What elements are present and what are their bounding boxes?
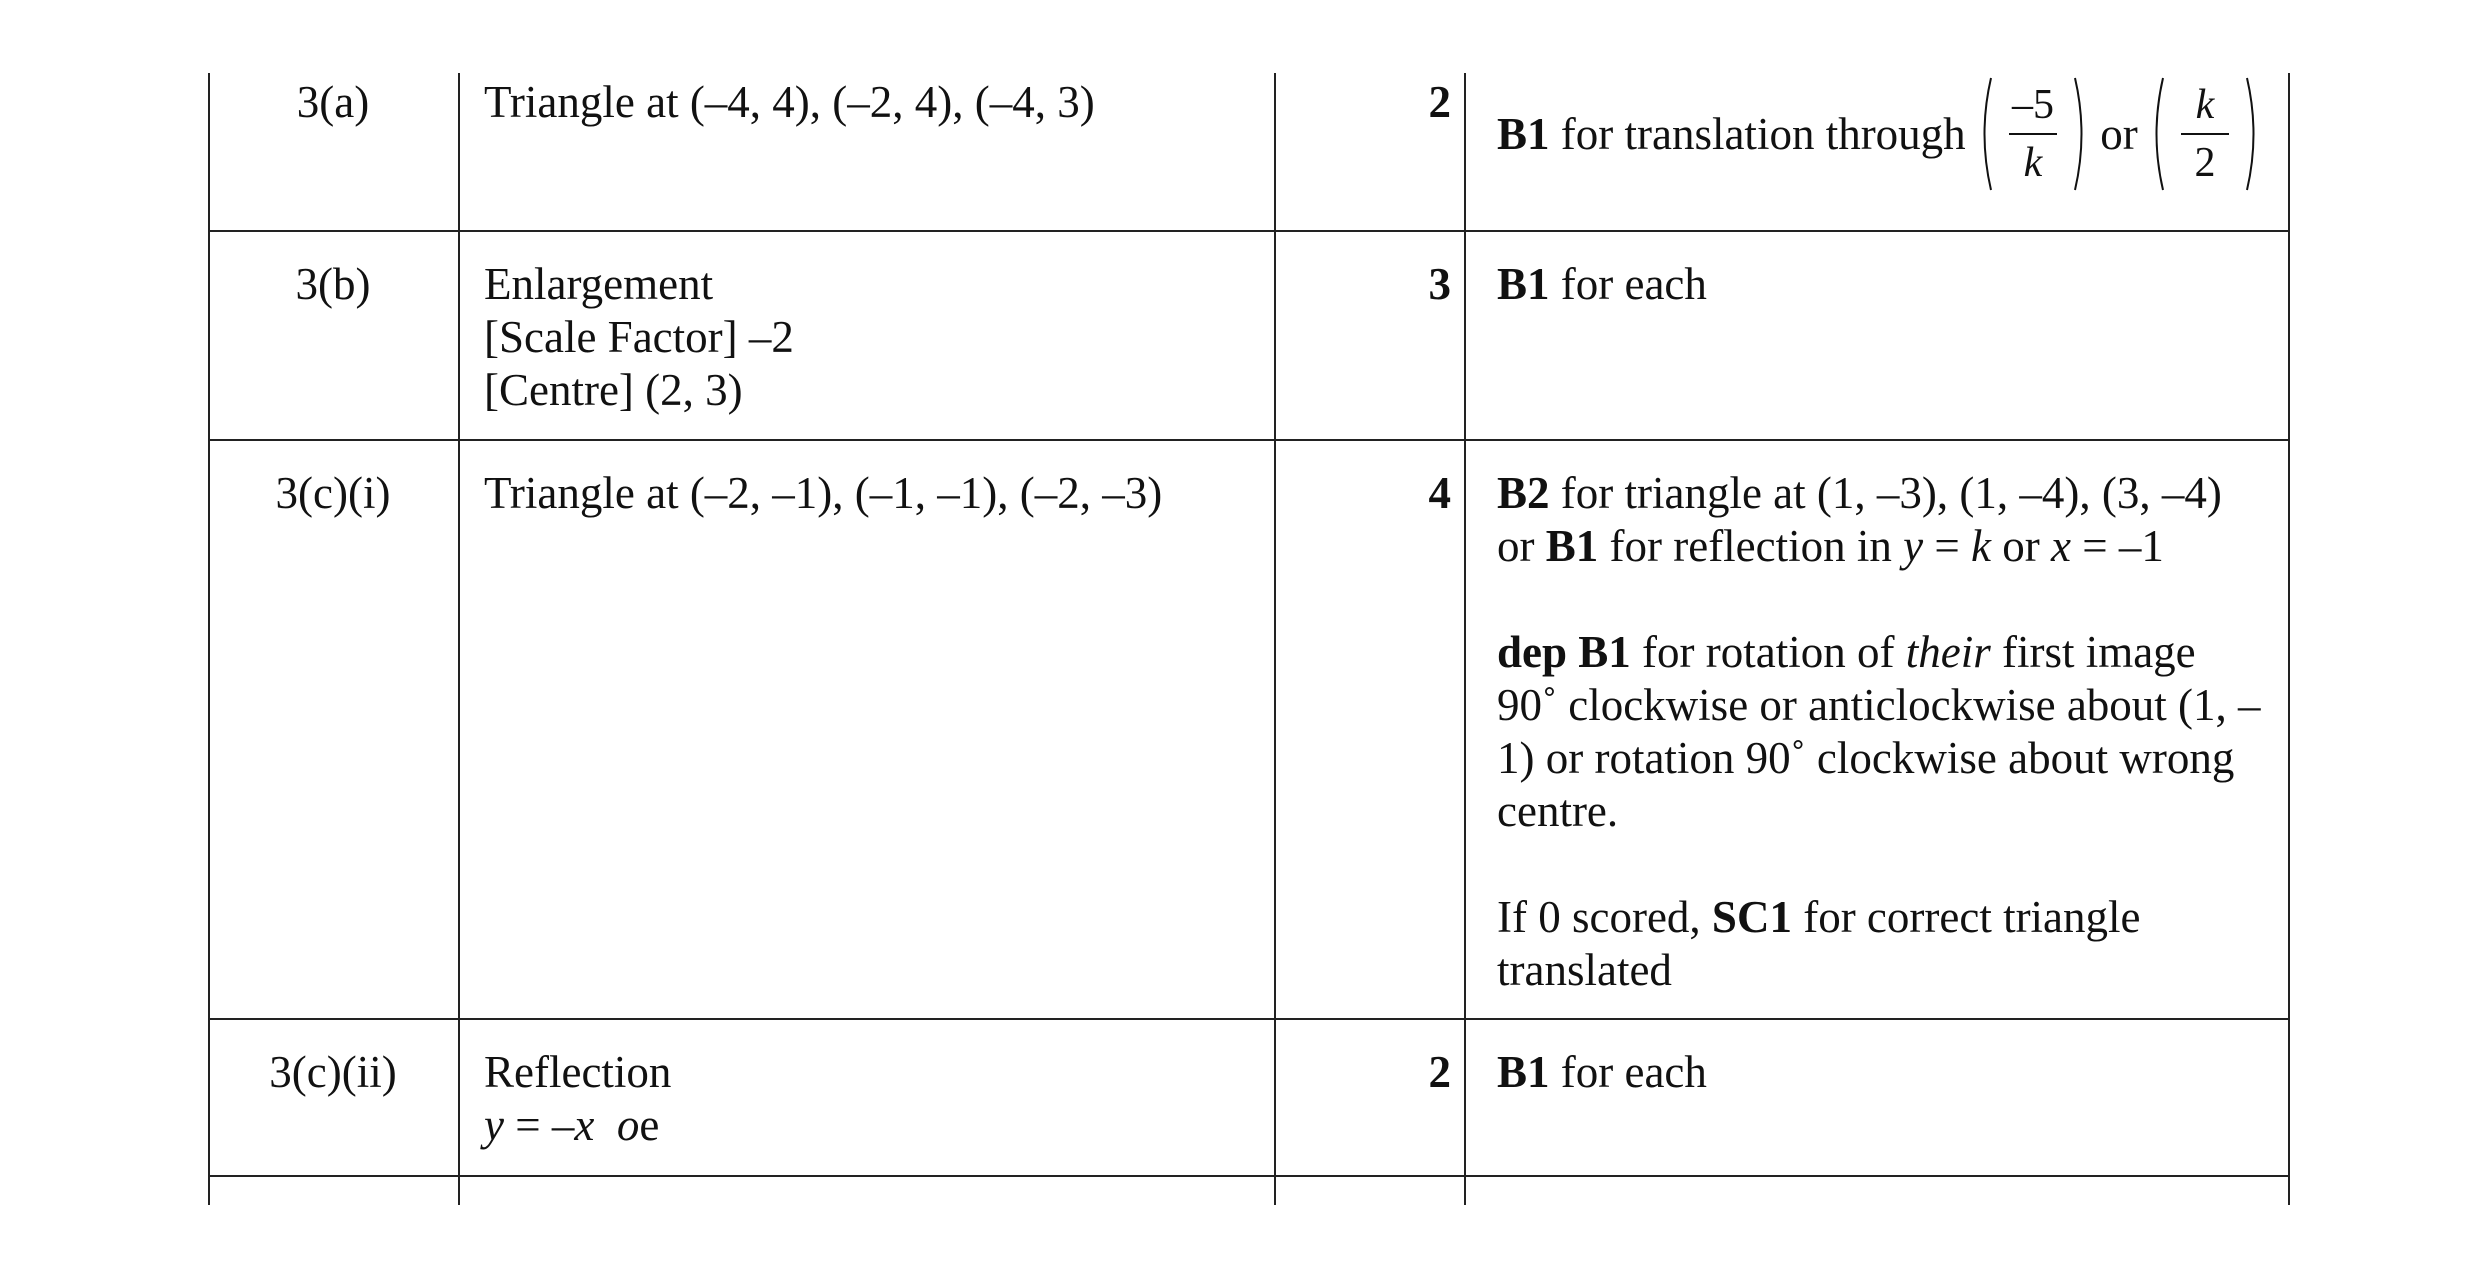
question-number: 3(a) [296, 77, 370, 127]
mark-cell: 4 [1428, 468, 1451, 518]
guidance-line [1497, 74, 2277, 194]
guidance-text: = –1 [2070, 521, 2164, 571]
mark-cell: 2 [1428, 1047, 1451, 1097]
guidance-cell [1497, 467, 2277, 997]
guidance-text: for translation through [1549, 108, 1966, 159]
answer-cell [484, 258, 1274, 417]
guidance-line: translated [1497, 945, 1672, 995]
mark-code: B2 [1497, 468, 1550, 518]
left-paren-icon [1976, 75, 1994, 193]
vector-top: k [2195, 82, 2215, 128]
math-variable: y [484, 1100, 504, 1150]
question-number: 3(c)(ii) [269, 1047, 397, 1097]
row-divider-3 [208, 1018, 2290, 1020]
answer-line [484, 1099, 1274, 1152]
mark-cell: 3 [1428, 259, 1451, 309]
answer-line: [Scale Factor] –2 [484, 312, 794, 362]
row-divider-4 [208, 1175, 2290, 1177]
mark-code: dep B1 [1497, 627, 1631, 677]
oe-abbrev: e [639, 1100, 660, 1150]
guidance-line: 90˚ clockwise or anticlockwise about (1, – [1497, 680, 2261, 730]
guidance-text: for correct triangle [1791, 892, 2141, 942]
spacer [1497, 573, 2277, 626]
guidance-cell [1497, 1046, 2277, 1099]
answer-line: Triangle at (–4, 4), (–2, 4), (–4, 3) [484, 77, 1095, 127]
mark-cell: 2 [1428, 77, 1451, 127]
answer-line: [Centre] (2, 3) [484, 365, 743, 415]
guidance-text: first image [1990, 627, 2196, 677]
guidance-text: or [1497, 521, 1546, 571]
math-variable: x [574, 1100, 595, 1150]
row-divider-1 [208, 230, 2290, 232]
mark-code: B1 [1497, 1047, 1550, 1097]
answer-line: Reflection [484, 1047, 672, 1097]
column-divider-2 [1274, 73, 1276, 1205]
left-paren-icon [2148, 75, 2166, 193]
fraction-bar [2009, 133, 2057, 135]
math-variable: k [1971, 521, 1991, 571]
vector-bottom: 2 [2194, 140, 2216, 186]
answer-line: Enlargement [484, 259, 714, 309]
emphasis-text: their [1905, 627, 1991, 677]
guidance-cell [1497, 80, 2277, 194]
table-border-left [208, 73, 210, 1205]
mark-code: B1 [1497, 259, 1550, 309]
guidance-line [1497, 891, 2277, 944]
oe-abbrev: o [616, 1100, 640, 1150]
question-number: 3(b) [295, 259, 371, 309]
math-variable: y [1903, 521, 1924, 571]
guidance-line: 1) or rotation 90˚ clockwise about wrong [1497, 733, 2235, 783]
answer-line: Triangle at (–2, –1), (–1, –1), (–2, –3) [484, 468, 1163, 518]
guidance-text: for reflection in [1598, 521, 1904, 571]
answer-cell [484, 467, 1274, 520]
vector-top: –5 [2011, 82, 2054, 128]
mark-code: SC1 [1711, 892, 1792, 942]
mark-code: B1 [1497, 108, 1550, 159]
guidance-cell [1497, 258, 2277, 311]
table-border-right [2288, 73, 2290, 1205]
mark-code: B1 [1545, 521, 1599, 571]
question-number: 3(c)(i) [275, 468, 391, 518]
answer-cell [484, 1046, 1274, 1152]
math-variable: x [2051, 521, 2071, 571]
row-divider-2 [208, 439, 2290, 441]
or-text: or [2100, 108, 2138, 159]
guidance-line [1497, 258, 2277, 311]
guidance-text: = [1923, 521, 1972, 571]
answer-cell [484, 76, 1274, 129]
guidance-text: for each [1549, 259, 1707, 309]
guidance-line [1497, 520, 2277, 573]
right-paren-icon [2244, 75, 2262, 193]
guidance-text: for each [1549, 1047, 1707, 1097]
vector-fraction [2177, 78, 2233, 190]
guidance-line [1497, 1046, 2277, 1099]
guidance-line: centre. [1497, 786, 1619, 836]
guidance-text: or [1991, 521, 2051, 571]
answer-text: = – [503, 1100, 575, 1150]
right-paren-icon [2072, 75, 2090, 193]
guidance-text: for triangle at (1, –3), (1, –4), (3, –4) [1549, 468, 2222, 518]
guidance-text: for rotation of [1630, 627, 1906, 677]
column-vector-2 [2148, 75, 2263, 193]
guidance-text: If 0 scored, [1497, 892, 1712, 942]
vector-bottom: k [2023, 140, 2043, 186]
fraction-bar [2181, 133, 2229, 135]
column-vector-1 [1976, 75, 2091, 193]
guidance-line [1497, 467, 2277, 520]
vector-fraction [2005, 78, 2061, 190]
spacer [1497, 838, 2277, 891]
guidance-line [1497, 626, 2277, 679]
column-divider-3 [1464, 73, 1466, 1205]
column-divider-1 [458, 73, 460, 1205]
